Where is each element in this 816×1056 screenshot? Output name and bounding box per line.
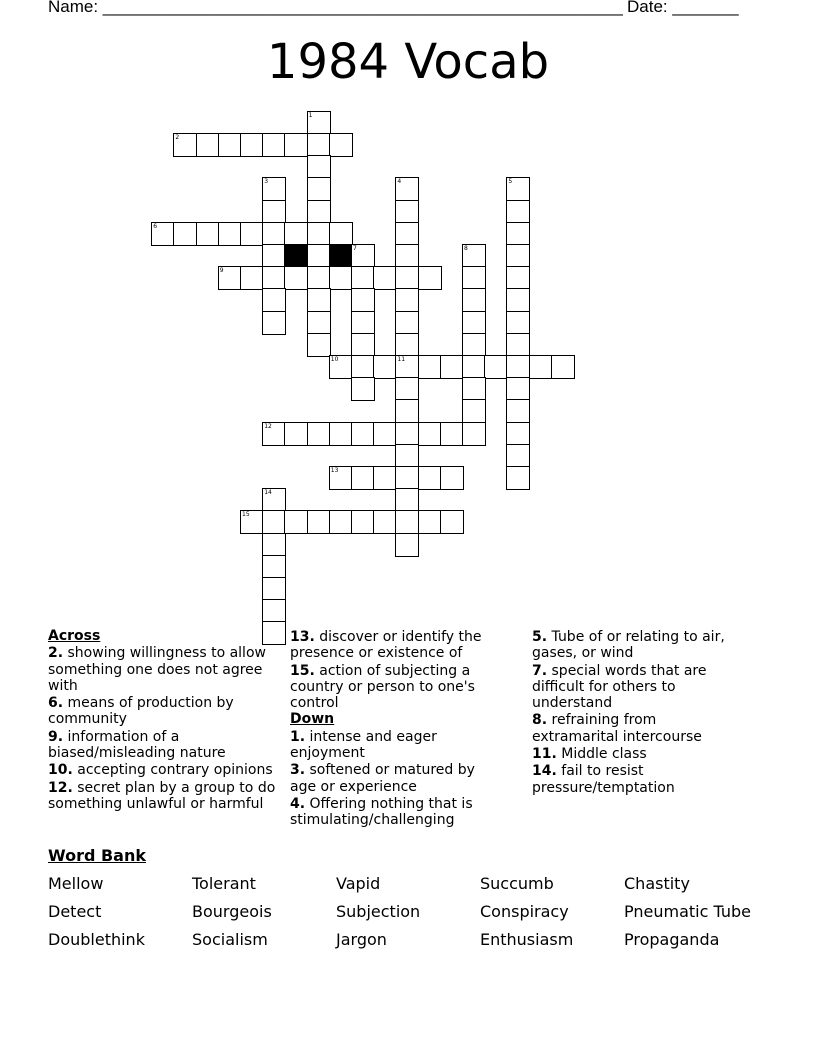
clue-6: [48, 695, 278, 728]
grid-cell[interactable]: [329, 222, 353, 246]
grid-cell[interactable]: [262, 555, 286, 579]
grid-cell[interactable]: [240, 266, 264, 290]
grid-cell[interactable]: [240, 133, 264, 157]
grid-cell[interactable]: [351, 377, 375, 401]
grid-cell[interactable]: [196, 133, 220, 157]
grid-cell[interactable]: [506, 333, 530, 357]
clue-text: softened or matured by age or experience: [290, 762, 475, 795]
grid-cell[interactable]: [218, 133, 242, 157]
grid-cell[interactable]: [262, 266, 286, 290]
clue-9: [48, 729, 278, 762]
clue-13: [290, 629, 500, 662]
grid-cell[interactable]: [284, 422, 308, 446]
clue-text: Offering nothing that is stimulating/challenging: [290, 795, 473, 829]
grid-cell-black: [284, 244, 308, 268]
grid-cell[interactable]: [240, 222, 264, 246]
grid-cell[interactable]: [262, 422, 286, 446]
clue-number-10: 10: [330, 356, 339, 363]
grid-cell[interactable]: [262, 311, 286, 335]
grid-cell[interactable]: [351, 333, 375, 357]
grid-cell[interactable]: [418, 266, 442, 290]
grid-cell[interactable]: [462, 355, 486, 379]
clue-number: 14.: [532, 763, 557, 780]
grid-cell[interactable]: [506, 200, 530, 224]
word-bank-item: Pneumatic Tube: [624, 902, 751, 921]
grid-cell[interactable]: [329, 266, 353, 290]
grid-cell[interactable]: [462, 377, 486, 401]
clue-text: information of a biased/misleading nature: [48, 728, 226, 762]
grid-cell[interactable]: [418, 466, 442, 490]
grid-cell[interactable]: [440, 355, 464, 379]
clue-4: [290, 796, 500, 829]
grid-cell[interactable]: [307, 311, 331, 335]
clue-text: fail to resist pressure/temptation: [532, 763, 675, 796]
grid-cell[interactable]: [462, 288, 486, 312]
grid-cell[interactable]: [373, 355, 397, 379]
grid-cell[interactable]: [329, 133, 353, 157]
grid-cell[interactable]: [395, 311, 419, 335]
clue-text: means of production by community: [48, 695, 234, 728]
grid-cell[interactable]: [506, 466, 530, 490]
grid-cell[interactable]: [506, 422, 530, 446]
clue-12: [48, 780, 278, 813]
grid-cell[interactable]: [307, 222, 331, 246]
grid-cell[interactable]: [373, 466, 397, 490]
clue-number: 12.: [48, 779, 73, 796]
grid-cell[interactable]: [506, 377, 530, 401]
clue-number: 1.: [290, 728, 306, 745]
grid-cell[interactable]: [173, 222, 197, 246]
grid-cell[interactable]: [551, 355, 575, 379]
grid-cell[interactable]: [506, 244, 530, 268]
clue-number: 11.: [532, 746, 557, 763]
clue-10: [48, 762, 278, 778]
clue-number-4: 4: [397, 178, 402, 186]
clue-number-3: 3: [264, 178, 269, 186]
grid-cell[interactable]: [307, 288, 331, 312]
word-bank-item: Chastity: [624, 874, 690, 893]
word-bank-item: Subjection: [336, 902, 421, 921]
grid-cell[interactable]: [418, 355, 442, 379]
grid-cell[interactable]: [462, 399, 486, 423]
grid-cell[interactable]: [307, 422, 331, 446]
grid-cell[interactable]: [218, 222, 242, 246]
grid-cell[interactable]: [395, 377, 419, 401]
clue-number: 2.: [48, 645, 64, 662]
clue-number: 9.: [48, 728, 64, 745]
clue-number-11: 11: [397, 356, 406, 363]
grid-cell[interactable]: [440, 510, 464, 534]
grid-cell[interactable]: [284, 222, 308, 246]
clue-number-7: 7: [353, 245, 357, 252]
word-bank-item: Bourgeois: [192, 902, 272, 921]
grid-cell[interactable]: [506, 444, 530, 468]
clue-text: secret plan by a group to do something unlawful or harmful: [48, 779, 276, 812]
clue-11: [532, 746, 747, 762]
clue-number-12: 12: [264, 422, 272, 430]
grid-cell[interactable]: [462, 422, 486, 446]
grid-cell[interactable]: [196, 222, 220, 246]
grid-cell[interactable]: [240, 510, 264, 534]
grid-cell[interactable]: [395, 266, 419, 290]
grid-cell[interactable]: [506, 355, 530, 379]
grid-cell[interactable]: [395, 444, 419, 468]
grid-cell[interactable]: [506, 399, 530, 423]
clue-number: 7.: [532, 662, 548, 679]
clue-number-6: 6: [153, 222, 158, 230]
grid-cell[interactable]: [529, 355, 553, 379]
grid-cell[interactable]: [373, 266, 397, 290]
grid-cell[interactable]: [395, 244, 419, 268]
grid-cell[interactable]: [395, 222, 419, 246]
grid-cell[interactable]: [329, 510, 353, 534]
grid-cell[interactable]: [218, 266, 242, 290]
word-bank-item: Detect: [48, 902, 102, 921]
clue-text: showing willingness to allow something one does not agree with: [48, 645, 266, 694]
grid-cell[interactable]: [373, 422, 397, 446]
clue-8: [532, 712, 747, 745]
grid-cell[interactable]: [418, 422, 442, 446]
clue-number-5: 5: [508, 178, 513, 186]
clue-text: refraining from extramarital intercourse: [532, 712, 702, 745]
grid-cell[interactable]: [395, 177, 419, 201]
clue-text: intense and eager enjoyment: [290, 728, 437, 762]
clue-number-1: 1: [308, 111, 313, 119]
clue-text: accepting contrary opinions: [72, 762, 273, 779]
grid-cell[interactable]: [262, 533, 286, 557]
grid-cell[interactable]: [307, 133, 331, 157]
grid-cell[interactable]: [173, 133, 197, 157]
clue-7: [532, 663, 747, 712]
grid-cell[interactable]: [373, 510, 397, 534]
grid-cell[interactable]: [329, 355, 353, 379]
grid-cell[interactable]: [262, 200, 286, 224]
grid-cell[interactable]: [506, 288, 530, 312]
grid-cell[interactable]: [351, 510, 375, 534]
clues-column-1: [48, 628, 278, 812]
word-bank-item: Jargon: [336, 930, 387, 949]
clues-column-2: [290, 628, 500, 829]
grid-cell[interactable]: [329, 422, 353, 446]
grid-cell[interactable]: [262, 177, 286, 201]
grid-cell[interactable]: [440, 422, 464, 446]
grid-cell[interactable]: [395, 355, 419, 379]
word-bank-item: Vapid: [336, 874, 381, 893]
grid-cell[interactable]: [284, 510, 308, 534]
word-bank-heading: Word Bank: [48, 846, 147, 865]
clue-3: [290, 762, 500, 795]
grid-cell[interactable]: [284, 133, 308, 157]
clue-text: Middle class: [556, 746, 647, 763]
grid-cell[interactable]: [351, 355, 375, 379]
grid-cell[interactable]: [307, 111, 331, 135]
clue-number: 8.: [532, 712, 548, 729]
grid-cell[interactable]: [418, 510, 442, 534]
clue-14: [532, 763, 747, 796]
clue-number-14: 14: [264, 489, 272, 497]
grid-cell[interactable]: [351, 266, 375, 290]
word-bank-item: Doublethink: [48, 930, 145, 949]
grid-cell[interactable]: [395, 466, 419, 490]
down-heading: Down: [290, 711, 335, 728]
clues-column-3: [532, 628, 747, 796]
clue-number: 10.: [48, 762, 73, 779]
clue-text: discover or identify the presence or existence of: [290, 629, 482, 662]
grid-cell[interactable]: [462, 311, 486, 335]
word-bank-item: Tolerant: [192, 874, 256, 893]
clue-number-2: 2: [175, 134, 180, 141]
clue-number-8: 8: [464, 245, 468, 252]
grid-cell[interactable]: [262, 599, 286, 623]
grid-cell[interactable]: [395, 422, 419, 446]
word-bank-item: Socialism: [192, 930, 268, 949]
grid-cell[interactable]: [506, 177, 530, 201]
grid-cell[interactable]: [262, 488, 286, 512]
grid-cell[interactable]: [262, 133, 286, 157]
grid-cell[interactable]: [262, 577, 286, 601]
grid-cell[interactable]: [307, 177, 331, 201]
clue-number: 5.: [532, 629, 548, 645]
grid-cell[interactable]: [395, 200, 419, 224]
word-bank-item: Conspiracy: [480, 902, 569, 921]
clue-number-13: 13: [330, 467, 339, 474]
clue-number: 15.: [290, 662, 315, 679]
grid-cell[interactable]: [506, 311, 530, 335]
grid-cell[interactable]: [395, 510, 419, 534]
clue-15: [290, 663, 500, 712]
clue-number-9: 9: [219, 267, 224, 275]
date-field-label: Date: _______: [627, 0, 739, 16]
grid-cell[interactable]: [151, 222, 175, 246]
grid-cell[interactable]: [351, 422, 375, 446]
name-field-label: Name: _______________________________________________________: [48, 0, 623, 16]
grid-cell[interactable]: [351, 244, 375, 268]
grid-cell[interactable]: [395, 288, 419, 312]
grid-cell-black: [329, 244, 353, 268]
word-bank-item: Enthusiasm: [480, 930, 574, 949]
clue-2: [48, 645, 278, 694]
grid-cell[interactable]: [395, 333, 419, 357]
grid-cell[interactable]: [262, 244, 286, 268]
grid-cell[interactable]: [307, 200, 331, 224]
grid-cell[interactable]: [262, 288, 286, 312]
grid-cell[interactable]: [462, 333, 486, 357]
grid-cell[interactable]: [329, 466, 353, 490]
grid-cell[interactable]: [307, 155, 331, 179]
across-heading: Across: [48, 628, 101, 644]
grid-cell[interactable]: [262, 222, 286, 246]
clue-number-15: 15: [242, 511, 250, 519]
grid-cell[interactable]: [284, 266, 308, 290]
grid-cell[interactable]: [351, 288, 375, 312]
grid-cell[interactable]: [484, 355, 508, 379]
grid-cell[interactable]: [395, 533, 419, 557]
word-bank-item: Mellow: [48, 874, 104, 893]
clue-text: Tube of or relating to air, gases, or wind: [532, 629, 725, 662]
grid-cell[interactable]: [351, 311, 375, 335]
page-title: 1984 Vocab: [266, 34, 550, 90]
clue-number: 3.: [290, 762, 306, 779]
grid-cell[interactable]: [506, 222, 530, 246]
word-bank-item: Propaganda: [624, 930, 720, 949]
grid-cell[interactable]: [307, 244, 331, 268]
grid-cell[interactable]: [307, 333, 331, 357]
grid-cell[interactable]: [462, 266, 486, 290]
word-bank-item: Succumb: [480, 874, 554, 893]
grid-cell[interactable]: [462, 244, 486, 268]
grid-cell[interactable]: [262, 510, 286, 534]
grid-cell[interactable]: [395, 399, 419, 423]
clue-1: [290, 729, 500, 762]
clue-text: special words that are difficult for others to understand: [532, 662, 707, 712]
clue-number: 13.: [290, 629, 315, 645]
grid-cell[interactable]: [307, 510, 331, 534]
grid-cell[interactable]: [440, 466, 464, 490]
clue-number: 4.: [290, 795, 306, 812]
grid-cell[interactable]: [395, 488, 419, 512]
clue-text: action of subjecting a country or person to one's control: [290, 662, 475, 712]
grid-cell[interactable]: [351, 466, 375, 490]
grid-cell[interactable]: [307, 266, 331, 290]
grid-cell[interactable]: [506, 266, 530, 290]
clue-5: [532, 629, 747, 662]
clue-number: 6.: [48, 695, 64, 712]
